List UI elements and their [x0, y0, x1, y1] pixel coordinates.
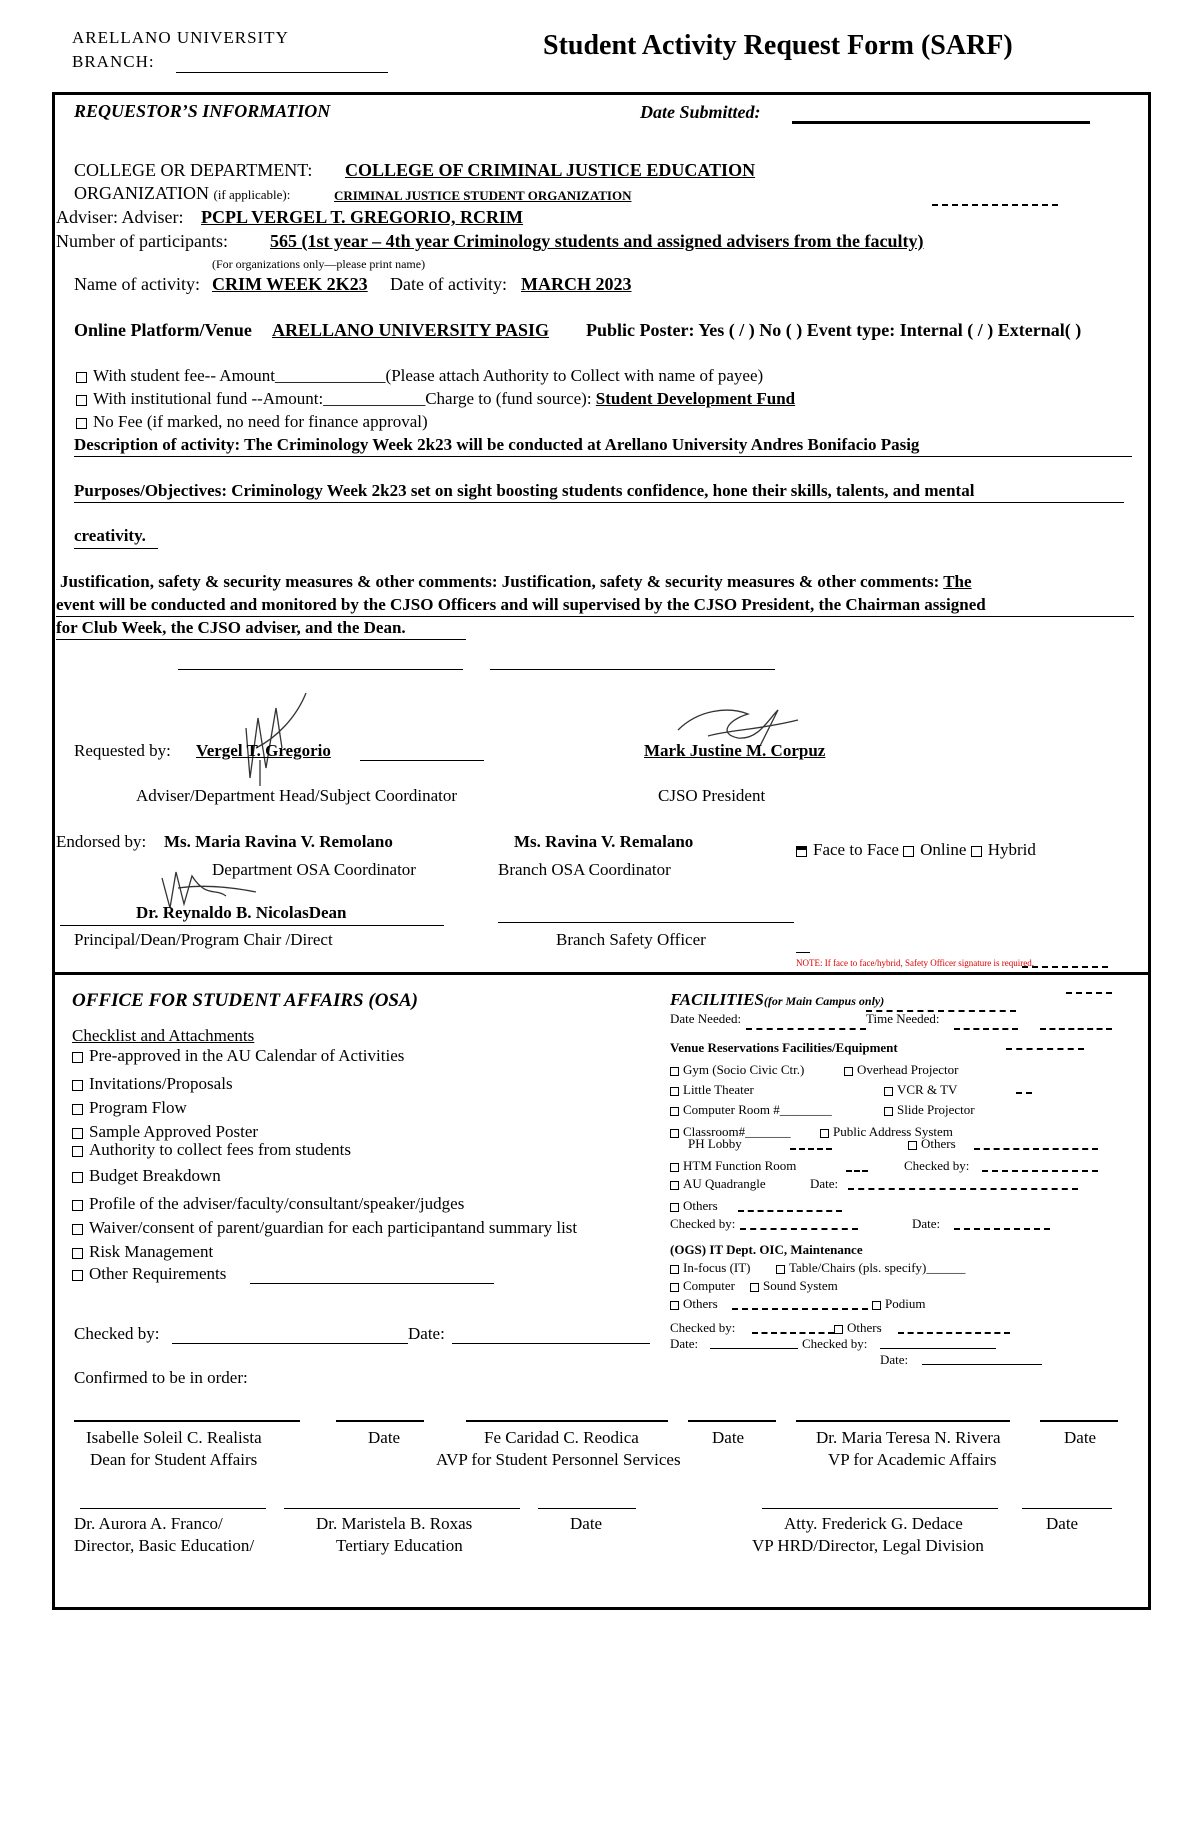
- checkbox-icon[interactable]: [776, 1265, 785, 1274]
- fee-option-none[interactable]: No Fee (if marked, no need for finance approval): [76, 412, 428, 432]
- activity-date-label: Date of activity:: [390, 274, 507, 294]
- facility-others-small[interactable]: Others: [908, 1136, 956, 1152]
- venue-value[interactable]: ARELLANO UNIVERSITY PASIG: [272, 320, 550, 340]
- description-text[interactable]: Description of activity: The Criminology Week 2k23 will be conducted at Arellano University Andres Bonifacio Pasig: [74, 435, 920, 454]
- checkbox-icon[interactable]: [72, 1104, 83, 1115]
- checkbox-icon[interactable]: [72, 1052, 83, 1063]
- checkbox-icon[interactable]: [884, 1107, 893, 1116]
- osa-date-label: Date:: [408, 1324, 445, 1343]
- safety-officer-role: Branch Safety Officer: [556, 930, 706, 949]
- facility-little-theater[interactable]: Little Theater: [670, 1082, 754, 1098]
- facility-slide[interactable]: Slide Projector: [884, 1102, 975, 1118]
- facility-others-2[interactable]: Others: [670, 1296, 718, 1312]
- participants-label: Number of participants:: [56, 231, 228, 251]
- checklist-item[interactable]: Authority to collect fees from students: [72, 1140, 351, 1160]
- approver-name: Dr. Aurora A. Franco/: [74, 1514, 223, 1533]
- time-needed-extra: [1040, 1028, 1112, 1030]
- mode-hybrid[interactable]: Hybrid: [971, 840, 1036, 859]
- checklist-item[interactable]: Budget Breakdown: [72, 1166, 221, 1186]
- checklist-item[interactable]: Risk Management: [72, 1242, 213, 1262]
- dean-name: Dr. Reynaldo B. NicolasDean: [136, 903, 347, 922]
- facilities-checked-by-3: Checked by:: [670, 1320, 736, 1335]
- facility-computer[interactable]: Computer: [670, 1278, 735, 1294]
- checkbox-icon[interactable]: [72, 1248, 83, 1259]
- time-needed-label: Time Needed:: [866, 1011, 940, 1026]
- president-name: Mark Justine M. Corpuz: [644, 741, 826, 760]
- endorsed-by-label: Endorsed by:: [56, 832, 147, 851]
- facility-others-3[interactable]: Others: [834, 1320, 882, 1336]
- facility-infocus[interactable]: In-focus (IT): [670, 1260, 751, 1276]
- adviser-signature: [236, 688, 326, 788]
- participants-note: (For organizations only—please print name): [212, 257, 426, 271]
- checkbox-icon[interactable]: [670, 1067, 679, 1076]
- approver-line: [466, 1420, 668, 1422]
- approver-role: Dean for Student Affairs: [90, 1450, 258, 1469]
- facility-vcr[interactable]: VCR & TV: [884, 1082, 957, 1098]
- adviser-value[interactable]: PCPL VERGEL T. GREGORIO, RCRIM: [201, 207, 524, 227]
- checklist-item[interactable]: Invitations/Proposals: [72, 1074, 233, 1094]
- date-line: [1022, 1508, 1112, 1509]
- approver-name: Dr. Maristela B. Roxas: [316, 1514, 473, 1533]
- date-label: Date: [712, 1428, 745, 1447]
- checkbox-icon[interactable]: [72, 1172, 83, 1183]
- checklist-title: Checklist and Attachments: [72, 1026, 255, 1045]
- approver-role: Director, Basic Education/: [74, 1536, 255, 1555]
- safety-note: NOTE: If face to face/hybrid, Safety Officer signature is required.: [796, 958, 1034, 968]
- checkbox-icon[interactable]: [670, 1163, 679, 1172]
- dean-line: [60, 925, 444, 926]
- section-divider: [52, 972, 1151, 975]
- checkbox-icon[interactable]: [670, 1203, 679, 1212]
- approver-role: AVP for Student Personnel Services: [436, 1450, 681, 1469]
- date-line: [336, 1420, 424, 1422]
- facilities-date-4-field[interactable]: [922, 1364, 1042, 1365]
- activity-name-value[interactable]: CRIM WEEK 2K23: [212, 274, 368, 294]
- adviser-label: Adviser: Adviser:: [56, 207, 184, 227]
- checkbox-icon[interactable]: [971, 846, 982, 857]
- org-label: ORGANIZATION (if applicable):: [74, 183, 291, 203]
- mode-online[interactable]: Online: [903, 840, 966, 859]
- checkbox-icon[interactable]: [72, 1270, 83, 1281]
- approver-line: [796, 1420, 1010, 1422]
- checkbox-icon[interactable]: [76, 372, 87, 383]
- checkbox-icon[interactable]: [903, 846, 914, 857]
- facility-others-3-field[interactable]: [898, 1332, 1010, 1334]
- approver-line: [284, 1508, 520, 1509]
- justification-underline-2: [56, 616, 1134, 617]
- endorser1-name: Ms. Maria Ravina V. Remolano: [164, 832, 393, 851]
- signature-line-1: [178, 669, 463, 670]
- participants-value[interactable]: 565 (1st year – 4th year Criminology students and assigned advisers from the faculty): [270, 231, 924, 251]
- approver-role: VP HRD/Director, Legal Division: [752, 1536, 984, 1555]
- mode-options: [796, 840, 1036, 860]
- checkbox-icon[interactable]: [72, 1200, 83, 1211]
- approver-line: [762, 1508, 998, 1509]
- requestor-section-title: REQUESTOR’S INFORMATION: [74, 101, 331, 121]
- facilities-date-field[interactable]: [848, 1188, 1078, 1190]
- checkbox-icon[interactable]: [670, 1107, 679, 1116]
- purposes-underline-2: [74, 548, 158, 549]
- checkbox-icon[interactable]: [72, 1224, 83, 1235]
- approver-line: [80, 1508, 266, 1509]
- college-value[interactable]: COLLEGE OF CRIMINAL JUSTICE EDUCATION: [345, 160, 756, 180]
- date-needed-field[interactable]: [746, 1028, 866, 1030]
- endorser2-role: Branch OSA Coordinator: [498, 860, 671, 879]
- date-line: [688, 1420, 776, 1422]
- venue-label: Online Platform/Venue: [74, 320, 252, 340]
- org-value[interactable]: CRIMINAL JUSTICE STUDENT ORGANIZATION: [334, 188, 632, 203]
- approver-name: Fe Caridad C. Reodica: [484, 1428, 639, 1447]
- fee-option-institutional[interactable]: With institutional fund --Amount:____________Charge to (fund source): Student Development Fund: [76, 389, 795, 409]
- facilities-title: FACILITIES(for Main Campus only): [670, 990, 885, 1009]
- endorser1-role: Department OSA Coordinator: [212, 860, 416, 879]
- president-role: CJSO President: [658, 786, 766, 805]
- facilities-checked-by-3-field[interactable]: [752, 1332, 834, 1334]
- checklist-item[interactable]: Sample Approved Poster: [72, 1122, 258, 1142]
- facility-tables[interactable]: Table/Chairs (pls. specify)______: [776, 1260, 965, 1276]
- date-submitted-field[interactable]: [792, 121, 1090, 124]
- requested-by-role: Adviser/Department Head/Subject Coordinator: [136, 786, 458, 805]
- facility-sound[interactable]: Sound System: [750, 1278, 838, 1294]
- facility-au-quad[interactable]: AU Quadrangle: [670, 1176, 766, 1192]
- facility-ph-lobby[interactable]: PH Lobby: [688, 1136, 742, 1151]
- checkbox-icon[interactable]: [670, 1087, 679, 1096]
- college-label: COLLEGE OR DEPARTMENT:: [74, 160, 313, 180]
- others-small-field[interactable]: [974, 1148, 1098, 1150]
- form-title: Student Activity Request Form (SARF): [543, 30, 1013, 61]
- checklist-item[interactable]: Pre-approved in the AU Calendar of Activities: [72, 1046, 404, 1066]
- checkbox-icon[interactable]: [908, 1141, 917, 1150]
- purposes-line-1[interactable]: Purposes/Objectives: Criminology Week 2k23 set on sight boosting students confidence, hone their skills, talents, and mental: [74, 481, 975, 500]
- branch-label: BRANCH:: [72, 52, 155, 71]
- facility-podium[interactable]: Podium: [872, 1296, 925, 1312]
- checklist-item[interactable]: Program Flow: [72, 1098, 187, 1118]
- facilities-checked-by-field[interactable]: [982, 1170, 1098, 1172]
- date-line: [538, 1508, 636, 1509]
- approver-name: Atty. Frederick G. Dedace: [784, 1514, 963, 1533]
- time-needed-field[interactable]: [954, 1028, 1018, 1030]
- org-extra-line: [932, 204, 1058, 206]
- checkbox-icon[interactable]: [72, 1128, 83, 1139]
- checkbox-icon[interactable]: [750, 1283, 759, 1292]
- justification-line-3[interactable]: for Club Week, the CJSO adviser, and the Dean.: [56, 618, 406, 637]
- checkbox-icon[interactable]: [834, 1325, 843, 1334]
- facility-others-2-field[interactable]: [732, 1308, 868, 1310]
- checkbox-icon[interactable]: [76, 395, 87, 406]
- confirmed-label: Confirmed to be in order:: [74, 1368, 248, 1387]
- htm-dash: [846, 1170, 868, 1172]
- endorser2-name: Ms. Ravina V. Remalano: [514, 832, 694, 851]
- venue-reservations-header: Venue Reservations Facilities/Equipment: [670, 1040, 898, 1055]
- requested-by-name: Vergel T. Gregorio: [196, 741, 331, 760]
- facility-others[interactable]: Others: [670, 1198, 718, 1214]
- mode-face-to-face[interactable]: Face to Face: [796, 840, 899, 859]
- date-needed-label: Date Needed:: [670, 1011, 742, 1026]
- checkbox-icon[interactable]: [670, 1301, 679, 1310]
- osa-title: OFFICE FOR STUDENT AFFAIRS (OSA): [72, 990, 418, 1011]
- facilities-date-2-field[interactable]: [954, 1228, 1050, 1230]
- facilities-checked-by-4: Checked by:: [802, 1336, 868, 1351]
- checkbox-icon[interactable]: [796, 846, 807, 857]
- osa-checked-by-field[interactable]: [172, 1343, 408, 1344]
- date-label: Date: [1046, 1514, 1079, 1533]
- activity-name-label: Name of activity:: [74, 274, 200, 294]
- description-underline: [74, 456, 1132, 457]
- purposes-underline-1: [74, 502, 1124, 503]
- ogs-header: (OGS) IT Dept. OIC, Maintenance: [670, 1242, 863, 1257]
- approver-line: [74, 1420, 300, 1422]
- checkbox-icon[interactable]: [872, 1301, 881, 1310]
- note-dash: [1022, 966, 1108, 968]
- date-label: Date: [570, 1514, 603, 1533]
- signature-line-2: [490, 669, 775, 670]
- facilities-date-4: Date:: [880, 1352, 909, 1367]
- checkbox-icon[interactable]: [844, 1067, 853, 1076]
- osa-checked-by-label: Checked by:: [74, 1324, 160, 1343]
- date-line: [1040, 1420, 1118, 1422]
- dean-role: Principal/Dean/Program Chair /Direct: [74, 930, 333, 949]
- date-label: Date: [1064, 1428, 1097, 1447]
- requested-by-line: [360, 760, 484, 761]
- poster-event-type: Public Poster: Yes ( / ) No ( ) Event type: Internal ( / ) External( ): [586, 320, 1082, 340]
- branch-field[interactable]: [176, 72, 388, 73]
- university-name: ARELLANO UNIVERSITY: [72, 28, 289, 47]
- facility-overhead[interactable]: Overhead Projector: [844, 1062, 958, 1078]
- facilities-dash: [1066, 992, 1112, 994]
- checkbox-icon[interactable]: [76, 418, 87, 429]
- safety-officer-line: [498, 922, 794, 923]
- checkbox-icon[interactable]: [884, 1087, 893, 1096]
- facilities-checked-by-2-field[interactable]: [740, 1228, 858, 1230]
- checkbox-icon[interactable]: [670, 1181, 679, 1190]
- facility-classroom[interactable]: Classroom#_______: [670, 1124, 791, 1140]
- facility-computer-room[interactable]: Computer Room #________: [670, 1102, 832, 1118]
- facility-htm[interactable]: HTM Function Room: [670, 1158, 796, 1174]
- facilities-checked-by-4-field[interactable]: [880, 1348, 996, 1349]
- justification-underline-3: [56, 639, 466, 640]
- note-marker: [796, 952, 810, 953]
- date-label: Date: [368, 1428, 401, 1447]
- checkbox-icon[interactable]: [670, 1129, 679, 1138]
- checklist-item[interactable]: Profile of the adviser/faculty/consultant/speaker/judges: [72, 1194, 464, 1214]
- requested-by-label: Requested by:: [74, 741, 171, 760]
- facilities-date: Date:: [810, 1176, 839, 1191]
- facilities-date-3: Date:: [670, 1336, 699, 1351]
- approver-role: VP for Academic Affairs: [828, 1450, 997, 1469]
- checkbox-icon[interactable]: [72, 1080, 83, 1091]
- justification-line-1[interactable]: Justification, safety & security measures & other comments: Justification, safety & security measures & other comments: The: [60, 572, 972, 591]
- date-submitted-label: Date Submitted:: [640, 102, 761, 122]
- approver-name: Dr. Maria Teresa N. Rivera: [816, 1428, 1001, 1447]
- facilities-date-3-field[interactable]: [710, 1348, 798, 1349]
- ph-lobby-dash: [790, 1148, 832, 1150]
- facility-gym[interactable]: Gym (Socio Civic Ctr.): [670, 1062, 804, 1078]
- checklist-item[interactable]: Waiver/consent of parent/guardian for each participantand summary list: [72, 1218, 577, 1238]
- other-requirements-line[interactable]: [250, 1283, 494, 1284]
- checkbox-icon[interactable]: [72, 1146, 83, 1157]
- osa-date-field[interactable]: [452, 1343, 650, 1344]
- approver-name: Isabelle Soleil C. Realista: [86, 1428, 262, 1447]
- facilities-checked-by: Checked by:: [904, 1158, 970, 1173]
- checkbox-icon[interactable]: [670, 1265, 679, 1274]
- facilities-date-2: Date:: [912, 1216, 941, 1231]
- facility-pa[interactable]: Public Address System: [820, 1124, 953, 1140]
- facilities-checked-by-2: Checked by:: [670, 1216, 736, 1231]
- checklist-item[interactable]: Other Requirements: [72, 1264, 226, 1284]
- approver-role: Tertiary Education: [336, 1536, 463, 1555]
- justification-line-2[interactable]: event will be conducted and monitored by the CJSO Officers and will supervised by the CJSO President, the Chairman assigned: [56, 595, 986, 614]
- activity-date-value[interactable]: MARCH 2023: [521, 274, 632, 294]
- checkbox-icon[interactable]: [670, 1283, 679, 1292]
- vcr-dash: [1016, 1092, 1032, 1094]
- facility-others-field[interactable]: [738, 1210, 842, 1212]
- venue-header-dash: [1006, 1048, 1084, 1050]
- checkbox-icon[interactable]: [820, 1129, 829, 1138]
- fee-option-student[interactable]: With student fee-- Amount_____________(Please attach Authority to Collect with name of payee): [76, 366, 763, 386]
- purposes-line-2[interactable]: creativity.: [74, 526, 146, 545]
